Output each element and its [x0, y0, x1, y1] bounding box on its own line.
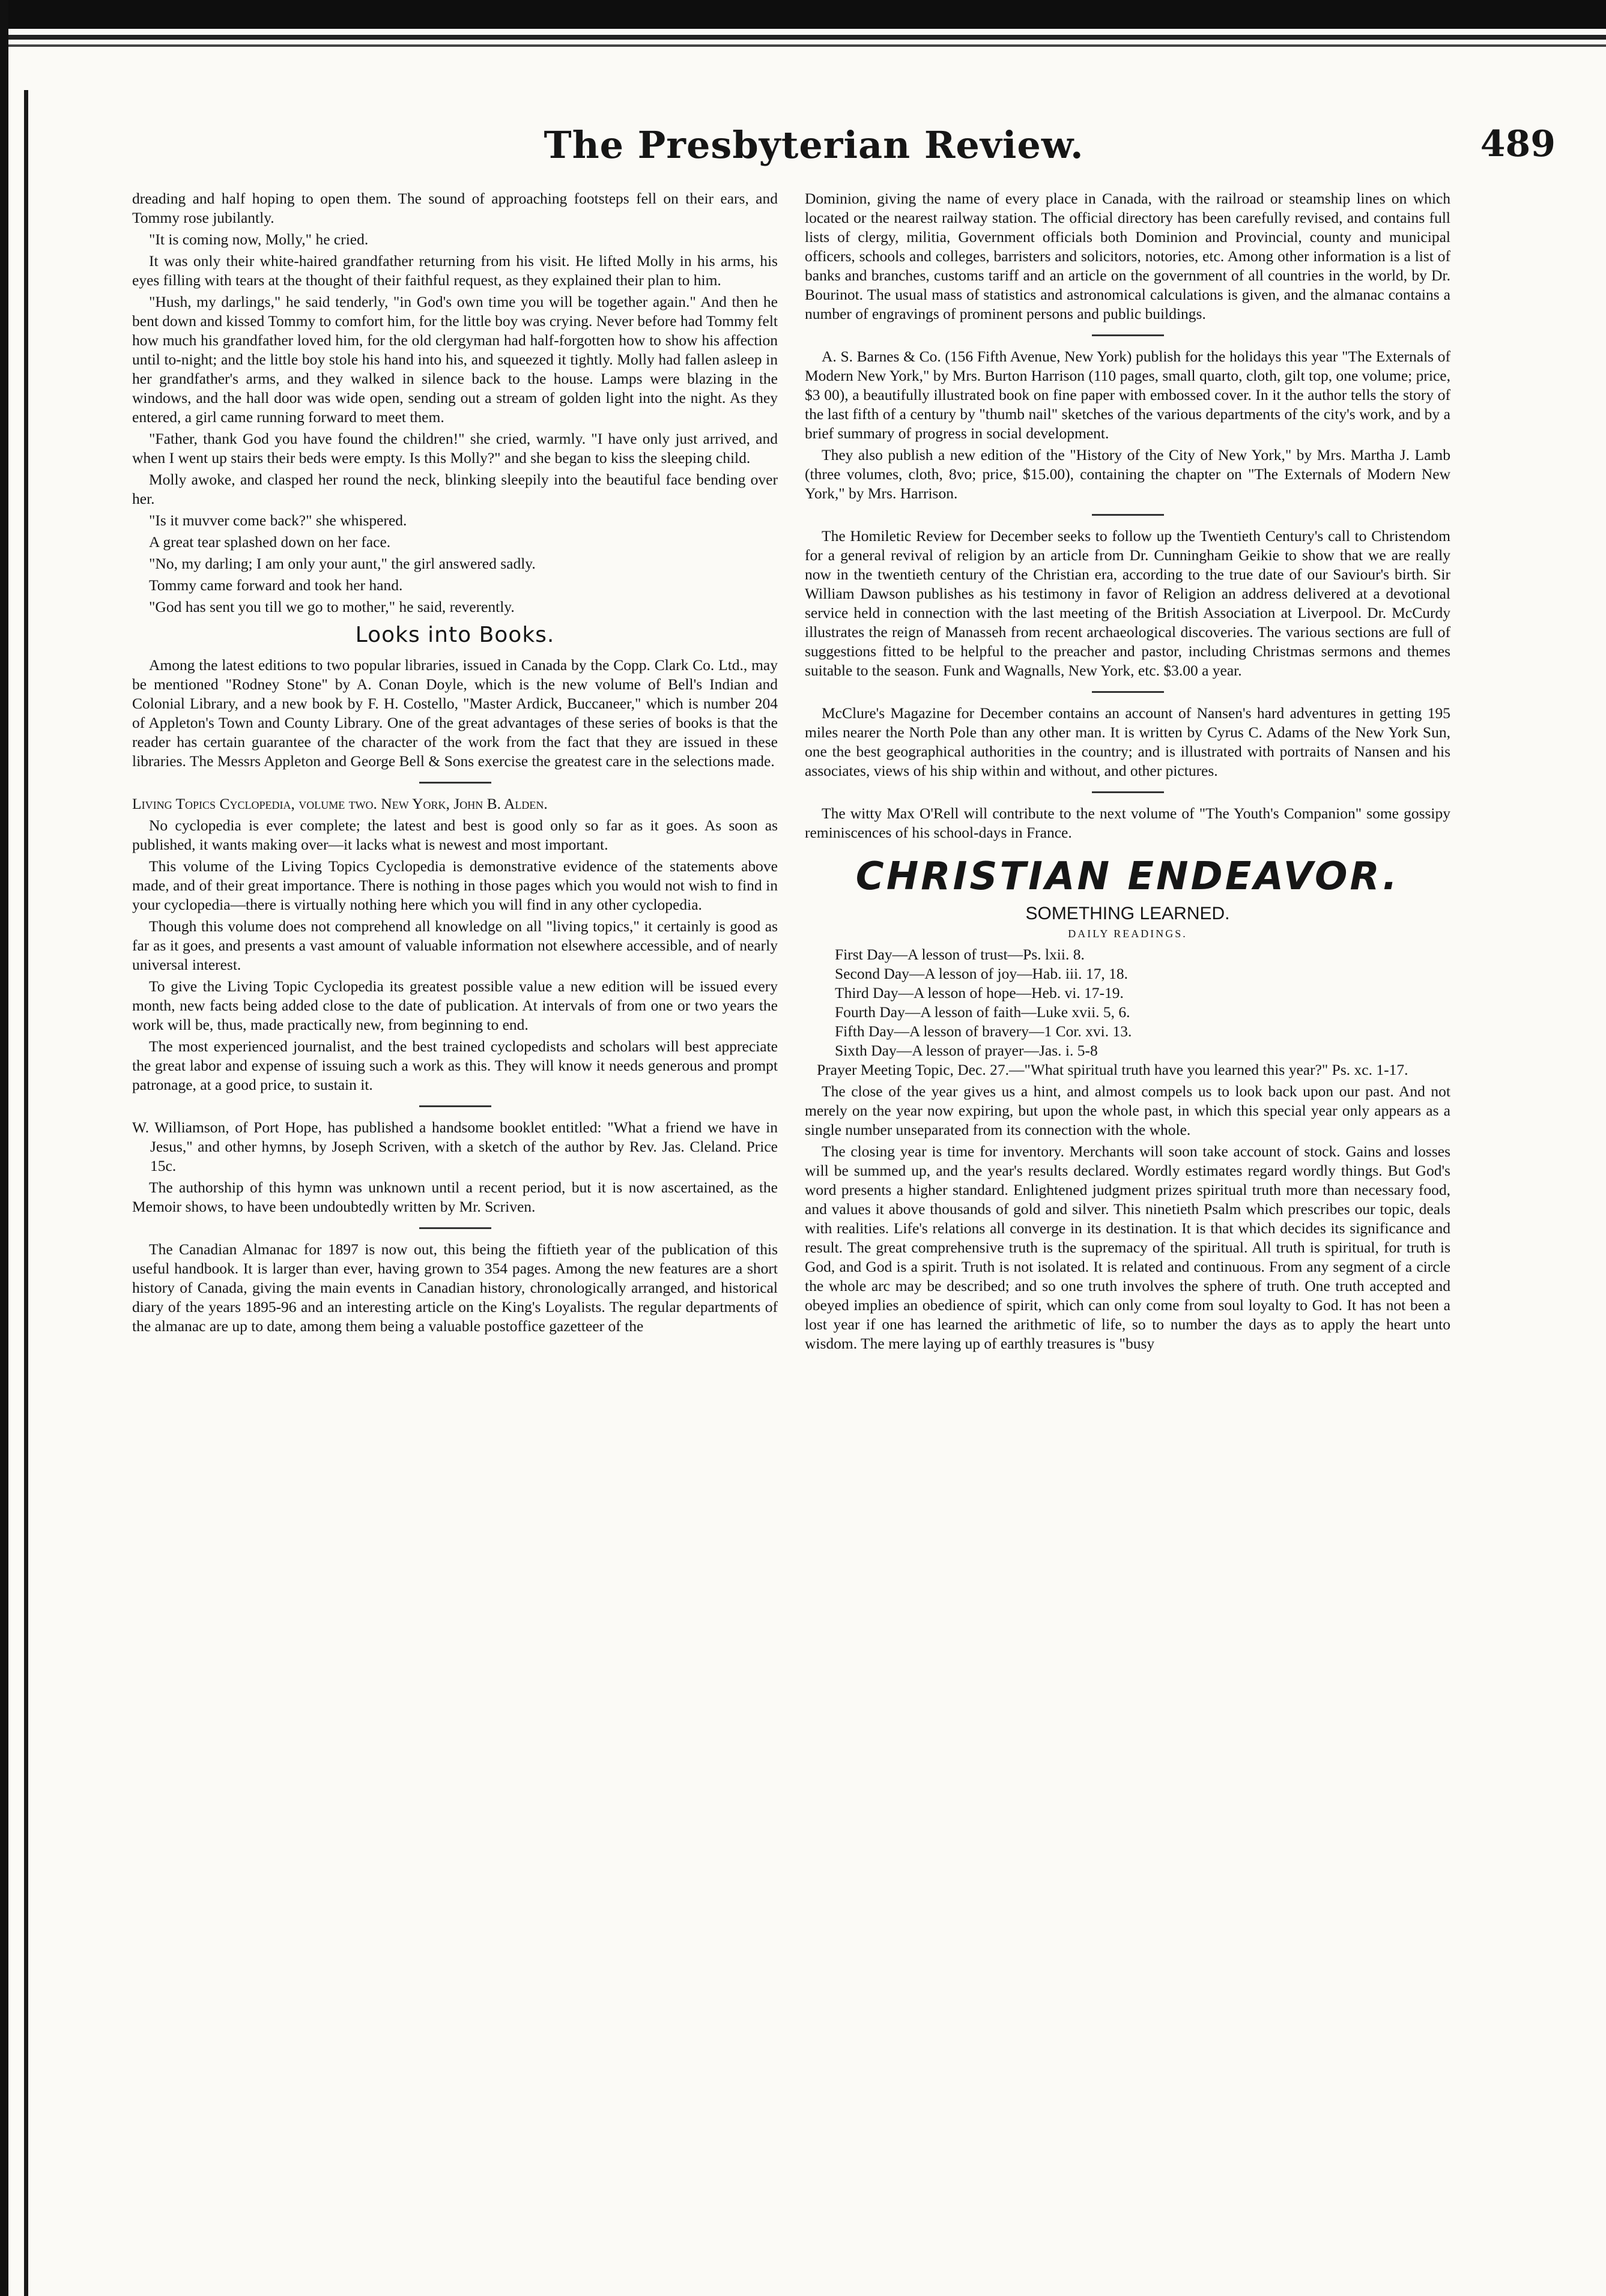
- story-paragraph: "Hush, my darlings," he said tenderly, "in God's own time you will be together again." And then he bent down and kissed Tommy to comfort him, for the little boy was crying. Never before had Tommy felt how much his grandfather loved him, for the old clergyman had half-forgotten how to show his affection until to-night; and the little boy stole his hand into his, and squeezed it tightly. Molly had fallen asleep in her grandfather's arms, and they walked in silence back to the house. Lamps were blazing in the windows, and the hall door was wide open, sending out a stream of golden light into the night. As they entered, a girl came running forward to meet them.: [132, 293, 778, 426]
- scan-top-edge: [0, 0, 1606, 29]
- story-paragraph: A great tear splashed down on her face.: [149, 533, 391, 551]
- something-learned-heading: SOMETHING LEARNED.: [1025, 904, 1230, 923]
- living-paragraph: No cyclopedia is ever complete; the latest and best is good only so far as it goes. As soon as published, it wants making over—it lacks what is newest and most important.: [132, 817, 778, 853]
- story-paragraph: "God has sent you till we go to mother," he said, reverently.: [149, 598, 515, 615]
- barnes-paragraph: A. S. Barnes & Co. (156 Fifth Avenue, New York) publish for the holidays this year "The Externals of Modern New York," by Mrs. Burton Harrison (110 pages, small quarto, cloth, gilt top, one volume; price, $3 00), a beautifully illustrated book on fine paper with embossed cover. In it the author tells the story of the last fifth of a century by "thumb nail" sketches of the various departments of the city's work, and by a brief summary of progress in social development.: [805, 348, 1450, 442]
- mcclure-paragraph: McClure's Magazine for December contains an account of Nansen's hard adventures in getting 195 miles nearer the North Pole than any other man. It is written by Cyrus C. Adams of the New York Sun, one the best geographical authorities in the country; and is illustrated with portraits of Nansen and his associates, views of his ship within and without, and other pictures.: [805, 704, 1450, 779]
- reading-item: Third Day—A lesson of hope—Heb. vi. 17-19.: [835, 984, 1124, 1001]
- christian-endeavor-heading: CHRISTIAN ENDEAVOR.: [855, 854, 1400, 899]
- story-paragraph: It was only their white-haired grandfather returning from his visit. He lifted Molly in his arms, his eyes filling with tears at the thought of their faithful request, as they explained their plan to him.: [132, 252, 778, 289]
- section-rule: [1092, 334, 1164, 336]
- scan-top-edge-line-thin: [0, 44, 1606, 47]
- prayer-meeting-topic: Prayer Meeting Topic, Dec. 27.—"What spiritual truth have you learned this year?" Ps. xc. 1-17.: [817, 1061, 1408, 1078]
- ce-paragraph: The close of the year gives us a hint, and almost compels us to look back upon our past. And not merely on the year now expiring, but upon the whole past, in which this special year only appears as a single number unseparated from its connection with the whole.: [805, 1083, 1450, 1138]
- story-paragraph: "It is coming now, Molly," he cried.: [149, 231, 369, 248]
- scan-left-edge: [0, 0, 8, 2296]
- reading-item: Fourth Day—A lesson of faith—Luke xvii. 5, 6.: [835, 1003, 1130, 1021]
- living-topics-heading: Living Topics Cyclopedia, volume two. New York, John B. Alden.: [132, 795, 548, 812]
- section-rule: [419, 782, 491, 784]
- story-paragraph: dreading and half hoping to open them. The sound of approaching footsteps fell on their ears, and Tommy rose jubilantly.: [132, 190, 778, 226]
- looks-into-books-heading: Looks into Books.: [355, 623, 555, 647]
- scan-gutter-line: [24, 90, 28, 2296]
- section-rule: [419, 1105, 491, 1107]
- williamson-paragraph: The authorship of this hymn was unknown until a recent period, but it is now ascertained, as the Memoir shows, to have been undoubtedly written by Mr. Scriven.: [132, 1179, 778, 1215]
- story-paragraph: "Father, thank God you have found the children!" she cried, warmly. "I have only just arrived, and when I went up stairs their beds were empty. Is this Molly?" and she began to kiss the sleeping child.: [132, 430, 778, 467]
- williamson-heading: W. Williamson, of Port Hope, has published a handsome booklet entitled: "What a friend we have in Jesus," and other hymns, by Joseph Scriven, with a sketch of the author by Rev. Jas. Cleland. Price 15c.: [132, 1119, 778, 1174]
- reading-item: Sixth Day—A lesson of prayer—Jas. i. 5-8: [835, 1042, 1098, 1059]
- reading-item: Second Day—A lesson of joy—Hab. iii. 17, 18.: [835, 965, 1128, 982]
- almanac-paragraph: The Canadian Almanac for 1897 is now out, this being the fiftieth year of the publication of this useful handbook. It is larger than ever, having grown to 354 pages. Among the new features are a short history of Canada, giving the main events in Canadian history, chronologically arranged, and historical diary of the years 1895-96 and an interesting article on the King's Loyalists. The regular departments of the almanac are up to date, among them being a valuable postoffice gazetteer of the: [132, 1240, 778, 1335]
- journal-title: The Presbyterian Review.: [544, 123, 1084, 167]
- story-paragraph: "Is it muvver come back?" she whispered.: [149, 512, 407, 529]
- story-paragraph: "No, my darling; I am only your aunt," the girl answered sadly.: [149, 555, 536, 572]
- story-paragraph: Molly awoke, and clasped her round the neck, blinking sleepily into the beautiful face bending over her.: [132, 471, 778, 507]
- story-paragraph: Tommy came forward and took her hand.: [149, 576, 403, 594]
- living-paragraph: This volume of the Living Topics Cyclopedia is demonstrative evidence of the statements above made, and of their great importance. There is nothing in those pages which you would not wish to find in your cyclopedia—there is virtually nothing here which you will find in any other cyclopedia.: [132, 857, 778, 913]
- homiletic-paragraph: The Homiletic Review for December seeks to follow up the Twentieth Century's call to Christendom for a general revival of religion by an article from Dr. Cunningham Geikie to show that we are really now in the twentieth century of the Christian era, according to the true date of our Saviour's birth. Sir William Dawson publishes as his testimony in favor of Religion an address delivered at a devotional service held in connection with the last meeting of the British Association at Liverpool. Dr. McCurdy illustrates the reign of Manasseh from recent archaeological discoveries. The various sections are full of suggestions fitted to be helpful to the preacher and pastor, including Christmas sermons and themes suitable to the season. Funk and Wagnalls, New York, etc. $3.00 a year.: [805, 527, 1450, 679]
- section-rule: [1092, 691, 1164, 693]
- section-rule: [1092, 514, 1164, 516]
- section-rule: [1092, 791, 1164, 793]
- scan-top-edge-line: [0, 35, 1606, 40]
- living-paragraph: Though this volume does not comprehend all knowledge on all "living topics," it certainly is good as far as it goes, and presents a vast amount of valuable information not elsewhere accessible, and of nearly universal interest.: [132, 917, 778, 973]
- daily-readings-heading: DAILY READINGS.: [1068, 928, 1187, 940]
- orell-paragraph: The witty Max O'Rell will contribute to the next volume of "The Youth's Companion" some gossipy reminiscences of his school-days in France.: [805, 805, 1450, 841]
- reading-item: First Day—A lesson of trust—Ps. lxii. 8.: [835, 946, 1085, 963]
- section-rule: [419, 1227, 491, 1229]
- page-number: 489: [1480, 123, 1556, 165]
- living-paragraph: To give the Living Topic Cyclopedia its greatest possible value a new edition will be issued every month, new facts being added close to the date of publication. At intervals of from one or two years the work will be, thus, made practically new, from beginning to end.: [132, 977, 778, 1033]
- living-paragraph: The most experienced journalist, and the best trained cyclopedists and scholars will best appreciate the great labor and expense of issuing such a work as this. They will know it needs generous and prompt patronage, at a good price, to sustain it.: [132, 1038, 778, 1093]
- reading-item: Fifth Day—A lesson of bravery—1 Cor. xvi. 13.: [835, 1023, 1132, 1040]
- almanac-continued: Dominion, giving the name of every place in Canada, with the railroad or steamship lines on which located or the nearest railway station. The official directory has been carefully revised, and contains full lists of clergy, militia, Government officials both Dominion and Provincial, county and municipal officers, schools and colleges, barristers and solicitors, notories, etc. Among other information is a list of banks and branches, customs tariff and an article on the government of all countries in the world, by Dr. Bourinot. The usual mass of statistics and astronomical calculations is given, and the almanac contains a number of engravings of prominent persons and public buildings.: [805, 190, 1450, 322]
- ce-paragraph: The closing year is time for inventory. Merchants will soon take account of stock. Gains and losses will be summed up, and the year's results declared. Wordly estimates regard wordly things. But God's word presents a higher standard. Enlightened judgment prizes spiritual truth more than necessary food, and values it above thousands of gold and silver. This ninetieth Psalm which prescribes our topic, deals with realities. Life's relations all converge in its destination. It is that which decides its significance and result. The great comprehensive truth is the supremacy of the spiritual. All truth is spiritual, for truth is God, and God is a spirit. Truth is not isolated. It is related and continuous. From any segment of a circle the whole arc may be described; and so one truth involves the sphere of truth. One truth accepted and obeyed implies an obedience of spirit, which can only come from soul loyalty to God. It has not been a lost year if one has learned the arithmetic of life, so to number the days as to apply the heart unto wisdom. The mere laying up of earthly treasures is "busy: [805, 1143, 1450, 1352]
- right-column: [805, 189, 1450, 2279]
- left-column: [132, 189, 778, 2279]
- barnes-paragraph: They also publish a new edition of the "History of the City of New York," by Mrs. Martha J. Lamb (three volumes, cloth, 8vo; price, $15.00), containing the chapter on "The Externals of Modern New York," by Mrs. Harrison.: [805, 446, 1450, 502]
- looks-intro: Among the latest editions to two popular libraries, issued in Canada by the Copp. Clark Co. Ltd., may be mentioned "Rodney Stone" by A. Conan Doyle, which is the new volume of Bell's Indian and Colonial Library, and a new book by F. H. Costello, "Master Ardick, Buccaneer," which is number 204 of Appleton's Town and County Library. One of the great advantages of these series of books is that the reader has certain guarantee of the character of the work from the fact that they are issued in these libraries. The Messrs Appleton and George Bell & Sons exercise the greatest care in the selections made.: [132, 656, 778, 770]
- page-header: [72, 123, 1556, 177]
